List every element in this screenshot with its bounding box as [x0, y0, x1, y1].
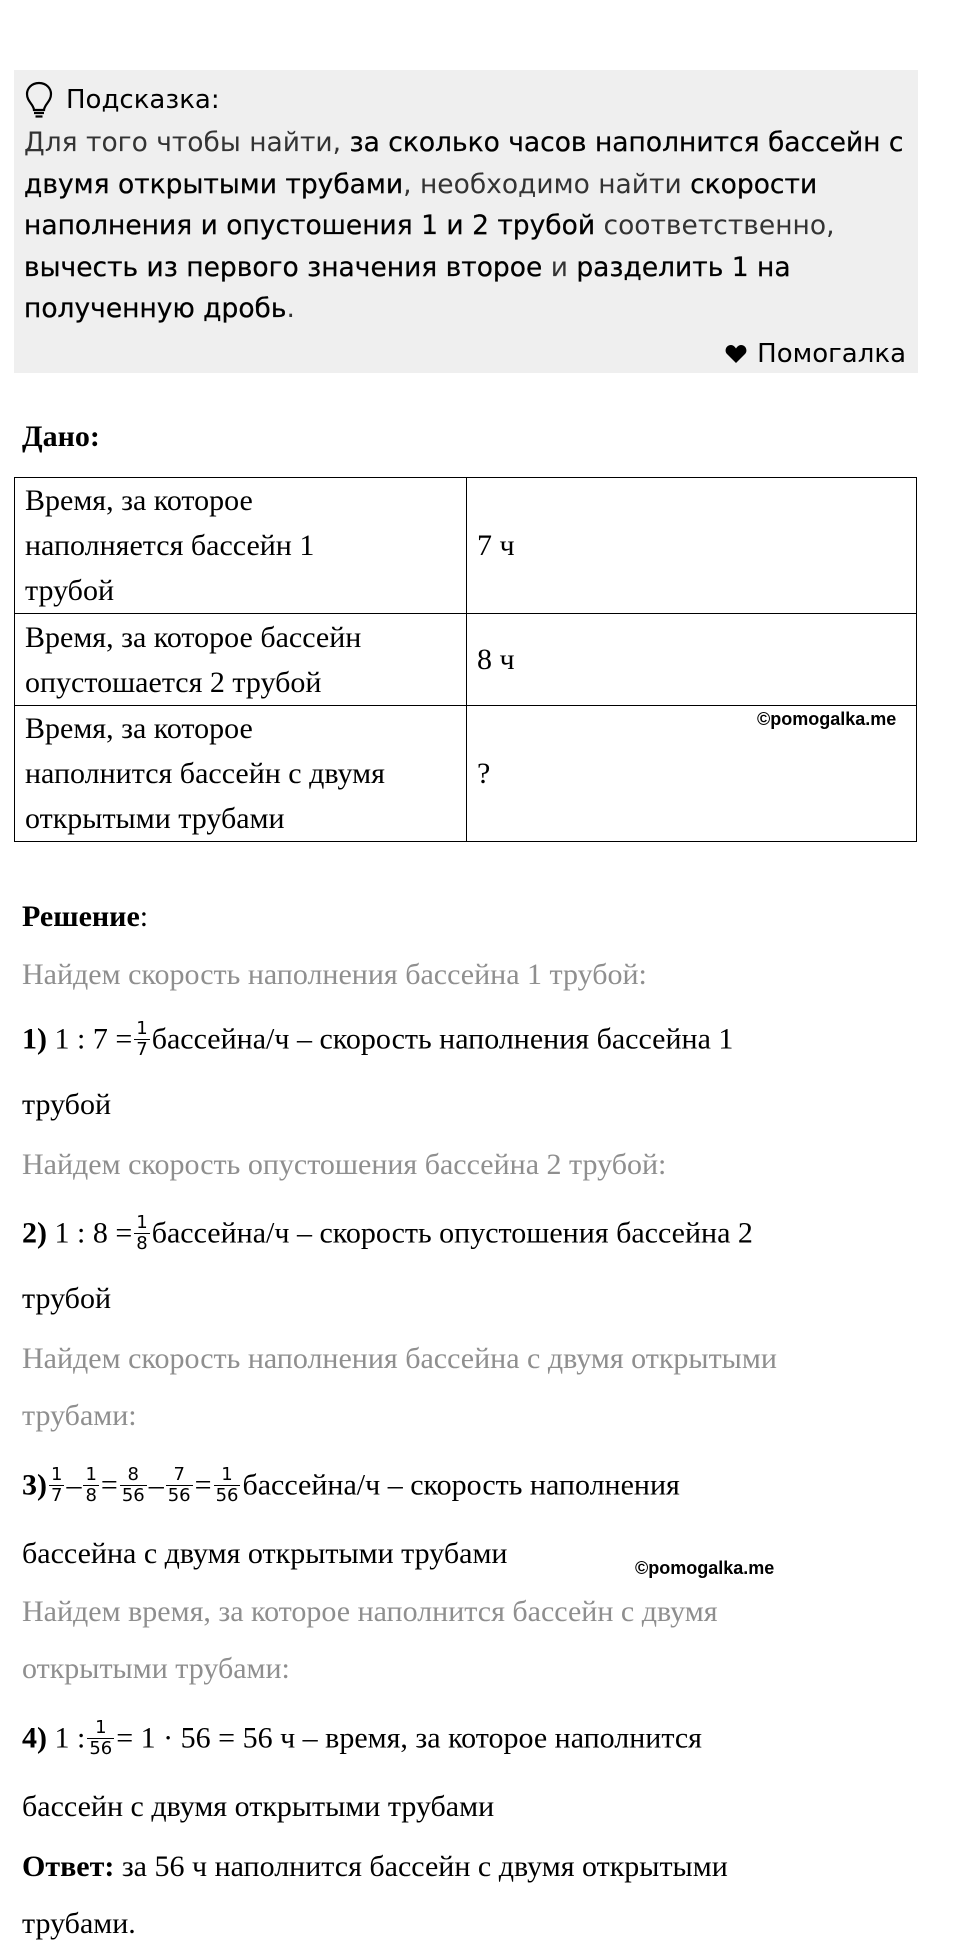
- answer-cont: трубами.: [22, 1907, 136, 1940]
- hint-bold-text: вычесть из первого значения второе: [24, 251, 543, 283]
- step4-note-cont: открытыми трубами:: [22, 1652, 290, 1685]
- fraction: $\frac{1}{56}$: [215, 1464, 239, 1506]
- step3-line: 3) $\frac{1}{7}$ – $\frac{1}{8}$ = $\frac{8}{56}$ – $\frac{7}{56}$ = $\frac{1}{56}$ бассейна/ч – скорость наполнения: [22, 1464, 680, 1506]
- heart-icon: [725, 344, 747, 364]
- fraction: $\frac{8}{56}$: [121, 1464, 145, 1506]
- hint-bold-text: разделить 1 на полученную дробь: [24, 251, 791, 324]
- hint-footer-label: Помогалка: [757, 339, 906, 369]
- lightbulb-icon: [24, 81, 54, 119]
- step4-line: 4) 1 : $\frac{1}{56}$ = 1 · 56 = 56 ч – время, за которое наполнится: [22, 1717, 702, 1759]
- table-cell-label: Время, за которое наполняется бассейн 1 трубой: [15, 478, 467, 614]
- hint-text-segment: и: [542, 251, 577, 283]
- hint-text-segment: .: [286, 293, 295, 324]
- step2-line: 2) 1 : 8 = $\frac{1}{8}$ бассейна/ч – скорость опустошения бассейна 2: [22, 1212, 753, 1254]
- hint-header: [24, 78, 908, 122]
- given-title: Дано:: [22, 420, 100, 453]
- table-cell-value: 7 ч: [467, 478, 917, 614]
- fraction: $\frac{1}{8}$: [136, 1212, 148, 1254]
- hint-text-segment: соответственно,: [595, 210, 835, 241]
- step3-note: Найдем скорость наполнения бассейна с двумя открытыми: [22, 1342, 777, 1375]
- table-cell-value: 8 ч: [467, 614, 917, 706]
- fraction: $\frac{1}{56}$: [89, 1717, 113, 1759]
- step2-note: Найдем скорость опустошения бассейна 2 трубой:: [22, 1148, 667, 1181]
- watermark: ©pomogalka.me: [635, 1558, 775, 1578]
- hint-text: [24, 122, 908, 330]
- answer-line: Ответ: за 56 ч наполнится бассейн с двумя открытыми: [22, 1850, 728, 1883]
- step3-cont: бассейна с двумя открытыми трубами: [22, 1537, 508, 1570]
- fraction: $\frac{1}{7}$: [136, 1018, 148, 1060]
- hint-footer: [725, 339, 906, 369]
- watermark: ©pomogalka.me: [757, 709, 897, 729]
- step2-cont: трубой: [22, 1282, 112, 1315]
- hint-text-segment: Для того чтобы найти,: [24, 127, 350, 158]
- table-row: [15, 478, 917, 614]
- table-cell-value: ?: [467, 706, 917, 842]
- step4-note: Найдем время, за которое наполнится бассейн с двумя: [22, 1595, 718, 1628]
- table-row: [15, 614, 917, 706]
- table-cell-label: Время, за которое бассейн опустошается 2 трубой: [15, 614, 467, 706]
- fraction: $\frac{7}{56}$: [167, 1464, 191, 1506]
- step1-note: Найдем скорость наполнения бассейна 1 трубой:: [22, 958, 647, 991]
- hint-text-segment: , необходимо найти: [403, 168, 691, 200]
- hint-bold-text: за сколько часов наполнится бассейн с двумя открытыми трубами: [24, 127, 904, 200]
- fraction: $\frac{1}{8}$: [85, 1464, 97, 1506]
- step4-cont: бассейн с двумя открытыми трубами: [22, 1790, 495, 1823]
- step3-note-cont: трубами:: [22, 1399, 137, 1432]
- hint-title: Подсказка:: [66, 85, 220, 115]
- hint-bold-text: скорости наполнения и опустошения 1 и 2 трубой: [24, 168, 818, 241]
- step1-cont: трубой: [22, 1088, 112, 1121]
- solution-title: Решение:: [22, 900, 149, 933]
- given-table: [14, 477, 917, 842]
- step1-line: 1) 1 : 7 = $\frac{1}{7}$ бассейна/ч – скорость наполнения бассейна 1: [22, 1018, 734, 1060]
- hint-box: [14, 70, 918, 373]
- fraction: $\frac{1}{7}$: [51, 1464, 63, 1506]
- table-cell-label: Время, за которое наполнится бассейн с двумя открытыми трубами: [15, 706, 467, 842]
